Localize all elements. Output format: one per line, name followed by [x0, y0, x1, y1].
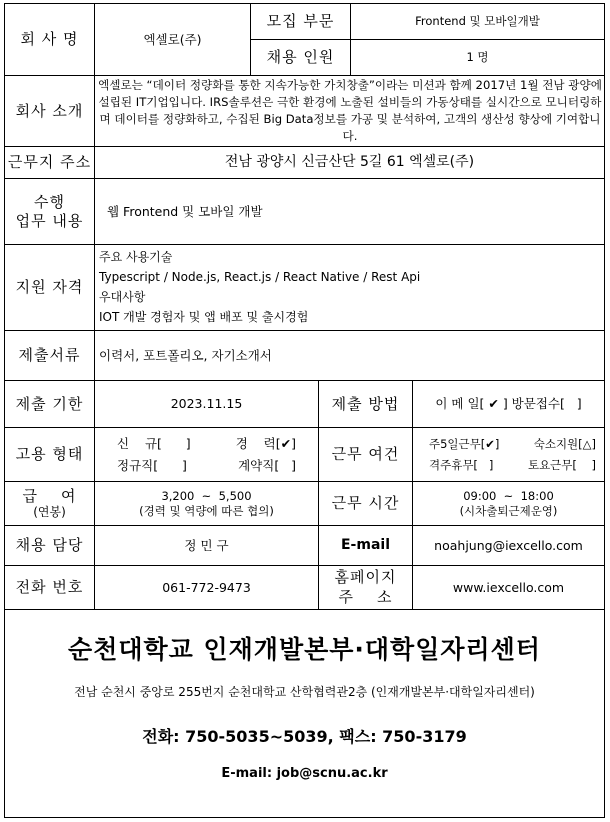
documents-label: 제출서류	[18, 346, 81, 365]
alt-off-option: 격주휴무[ ]	[429, 457, 494, 472]
qualification-list	[95, 245, 604, 330]
salary-value	[95, 482, 318, 525]
employment-contract-option: 계약직[ ]	[238, 457, 296, 473]
footer-contact: 전화: 750-5035~5039, 팩스: 750-3179	[142, 727, 467, 746]
saturday-work-option: 토요근무[ ]	[527, 457, 596, 472]
deadline-label: 제출 기한	[15, 394, 84, 413]
hours-value	[413, 482, 604, 525]
recruit-dept-value: Frontend 및 모바일개발	[415, 14, 540, 29]
salary-range: 3,200 ~ 5,500	[161, 489, 252, 504]
method-label: 제출 방법	[331, 394, 400, 413]
footer-title: 순천대학교 인재개발본부·대학일자리센터	[68, 635, 541, 665]
workplace-address: 전남 광양시 신금산단 5길 61 엑셀로(주)	[224, 153, 475, 170]
qualification-line: 주요 사용기술	[99, 249, 173, 264]
recruit-dept-label: 모집 부문	[266, 12, 335, 31]
footer-address: 전남 순천시 중앙로 255번지 순천대학교 산학협력관2층 (인재개발본부·대학일자리센터)	[74, 684, 535, 699]
duties-label-line2: 업무 내용	[15, 211, 84, 230]
hours-label: 근무 시간	[331, 494, 400, 513]
footer-email[interactable]: E-mail: job@scnu.ac.kr	[221, 765, 388, 781]
hours-note: (시차출퇴근제운영)	[459, 503, 558, 518]
homepage-label-line2: 주 소	[338, 587, 393, 606]
intro-label: 회사 소개	[15, 101, 84, 120]
workplace-label: 근무지 주소	[7, 153, 92, 172]
employment-regular-option: 정규직[ ]	[117, 457, 187, 473]
dorm-option: 숙소지원[△]	[533, 437, 596, 452]
contact-person-label: 채용 담당	[15, 536, 84, 555]
qualification-label: 지원 자격	[15, 278, 84, 297]
homepage-label	[319, 566, 412, 609]
salary-label	[5, 482, 94, 525]
headcount-value: 1 명	[466, 50, 489, 65]
duties-label	[5, 179, 94, 244]
qualification-line: IOT 개발 경험자 및 앱 배포 및 출시경험	[99, 310, 309, 325]
employment-new-option: 신 규[ ]	[117, 435, 191, 451]
qualification-line: Typescript / Node.js, React.js / React Native / Rest Api	[99, 269, 421, 284]
conditions-options	[413, 428, 604, 481]
salary-note: (경력 및 역량에 따른 협의)	[139, 503, 274, 518]
five-day-option: 주5일근무[✔]	[429, 437, 500, 452]
company-label: 회 사 명	[20, 30, 79, 49]
employment-options	[95, 428, 318, 481]
hours-range: 09:00 ~ 18:00	[463, 489, 554, 504]
qualification-line: 우대사항	[99, 290, 146, 305]
headcount-label: 채용 인원	[266, 48, 335, 67]
documents-value: 이력서, 포트폴리오, 자기소개서	[99, 347, 272, 363]
duties-value: 웹 Frontend 및 모바일 개발	[107, 203, 263, 219]
conditions-label: 근무 여건	[331, 445, 400, 464]
deadline-value: 2023.11.15	[170, 396, 243, 412]
homepage-label-line1: 홈페이지	[334, 568, 397, 586]
duties-label-line1: 수행	[34, 192, 65, 211]
employment-label: 고용 형태	[15, 445, 84, 464]
homepage-url[interactable]: www.iexcello.com	[452, 579, 565, 595]
company-intro-text: 엑셀로는 “데이터 정량화를 통한 지속가능한 가치창출”이라는 미션과 함께 2017년 1월 전남 광양에 설립된 IT기업입니다. IRS솔루션은 극한 환경에 노출된 설비들의 가동상태를 실시간으로 모니터링하며 데이터를 정량화하고, 수집된 Big Data정보를 가공 및 분석하여, 고객의 생산성 향상에 기여합니다.	[98, 78, 602, 143]
phone-number: 061-772-9473	[162, 579, 251, 595]
email-label: E-mail	[340, 536, 390, 553]
company-name: 엑셀로(주)	[143, 31, 202, 47]
salary-label-line2: (연봉)	[33, 505, 66, 520]
phone-label: 전화 번호	[15, 578, 84, 597]
salary-label-line1: 급 여	[22, 486, 77, 505]
contact-person-name: 정 민 구	[184, 537, 229, 553]
email-address[interactable]: noahjung@iexcello.com	[434, 537, 583, 553]
method-value: 이 메 일[ ✔ ] 방문접수[ ]	[435, 396, 582, 412]
employment-career-option: 경 력[✔]	[235, 435, 296, 451]
